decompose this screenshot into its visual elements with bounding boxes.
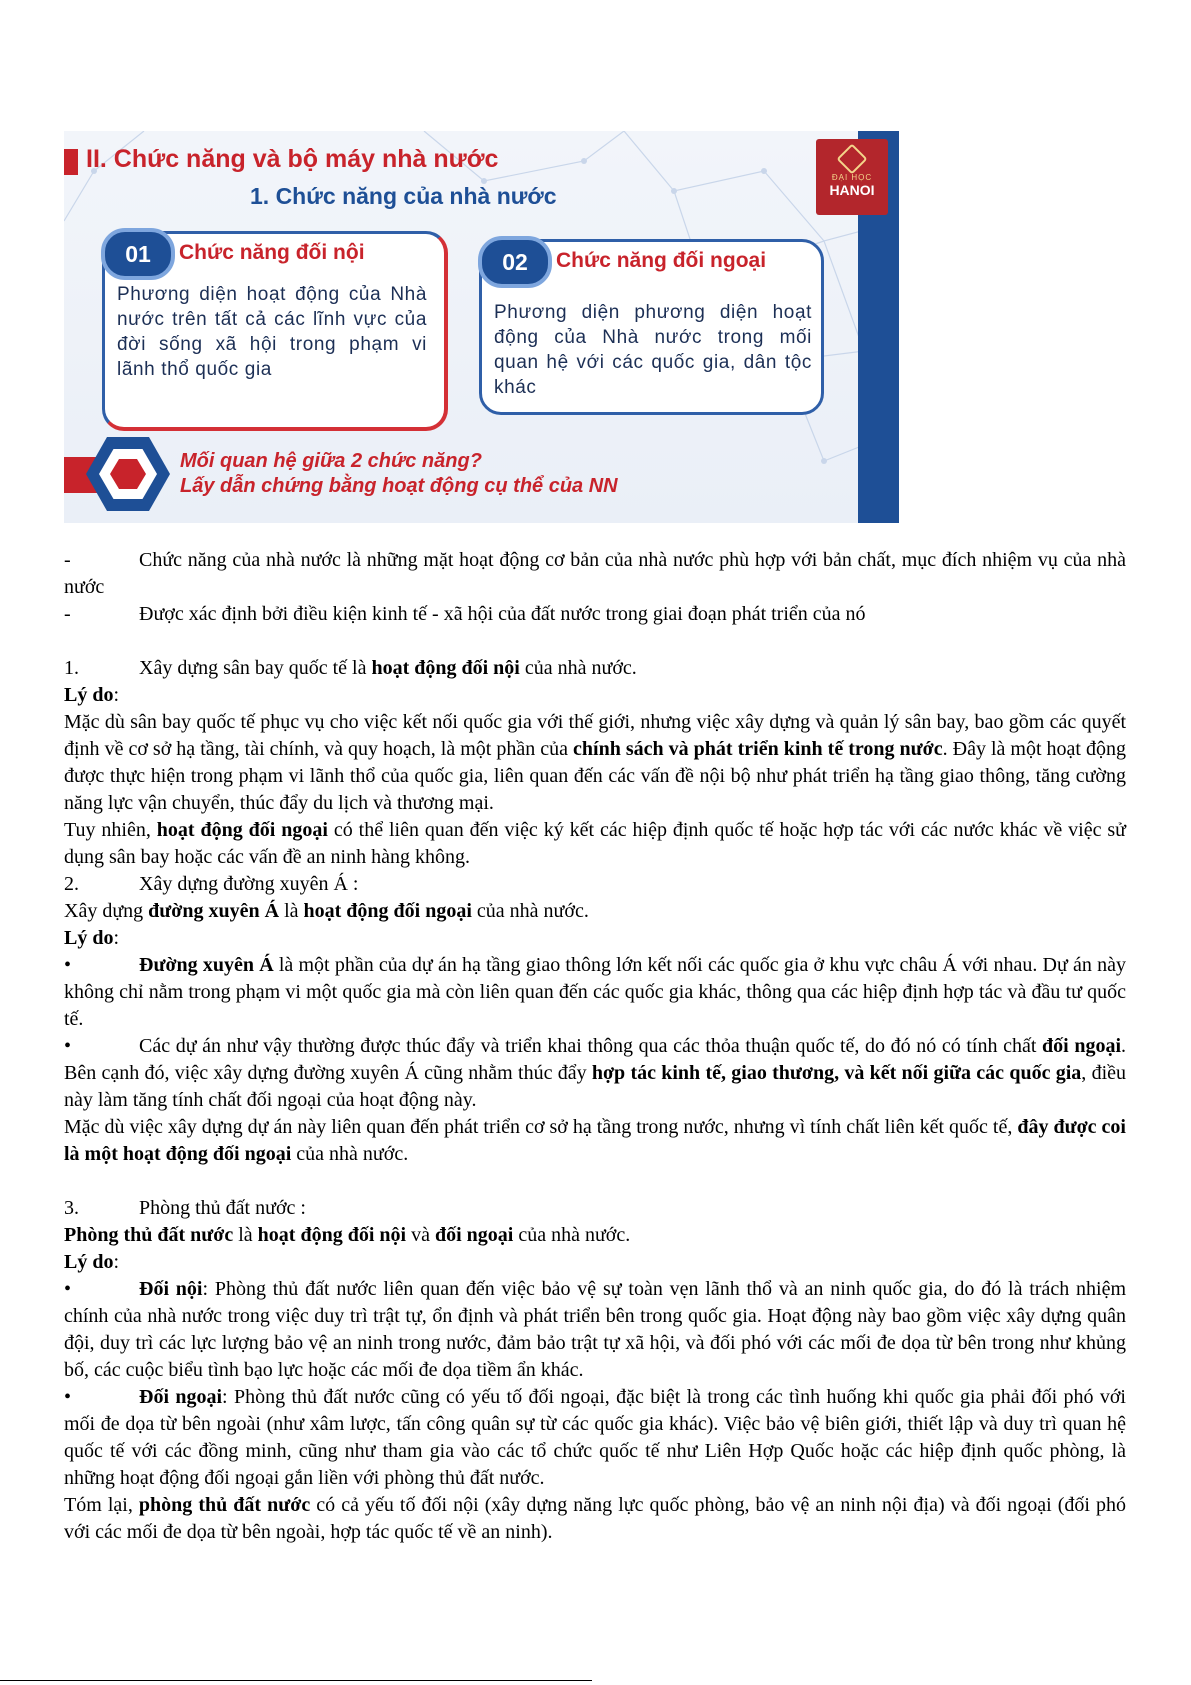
section-number: 2. (64, 873, 79, 895)
section-2-bullet-2: • Các dự án như vậy thường được thúc đẩy và triển khai thông qua các thỏa thuận quốc tế, do đó nó có tính chất đối ngoại. Bên cạnh đó, việc xây dựng đường xuyên Á cũng nhằm thúc đẩy hợp tác kinh tế, giao thương, và kết nối giữa các quốc gia, điều này làm tăng tính chất đối ngoại của hoạt động này. (64, 1035, 1127, 1111)
slide-image (64, 131, 899, 523)
question-line-2: Lấy dẫn chứng bằng hoạt động cụ thể của NN (180, 475, 618, 497)
dash-marker: - (64, 549, 71, 571)
section-title-marker (64, 149, 78, 175)
section-number: 1. (64, 657, 79, 679)
section-1-paragraph-2: Tuy nhiên, hoạt động đối ngoại có thể liên quan đến việc ký kết các hiệp định quốc tế hoặc hợp tác với các nước khác về việc sử dụng sân bay hoặc các vấn đề an ninh hàng không. (64, 819, 1126, 868)
bullet-marker: • (64, 954, 72, 976)
section-2-conclusion: Mặc dù việc xây dựng dự án này liên quan đến phát triển cơ sở hạ tầng trong nước, nhưng vì tính chất liên kết quốc tế, đây được coi là một hoạt động đối ngoại của nhà nước. (64, 1116, 1126, 1165)
section-1-heading: 1. Xây dựng sân bay quốc tế là hoạt động đối nội của nhà nước. (64, 655, 1126, 682)
logo-big-text: HANOI (829, 182, 875, 198)
document-body (64, 547, 1126, 1546)
section-3-heading: 3. Phòng thủ đất nước : (64, 1195, 1126, 1222)
dash-marker: - (64, 603, 71, 625)
section-3-conclusion: Tóm lại, phòng thủ đất nước có cả yếu tố đối nội (xây dựng năng lực quốc phòng, bảo vệ an ninh nội địa) và đối ngoại (đối phó với các mối đe dọa từ bên ngoài, hợp tác quốc tế về an ninh). (64, 1494, 1127, 1543)
question-strip (64, 427, 899, 523)
section-3-intro: Phòng thủ đất nước là hoạt động đối nội và đối ngoại của nhà nước. (64, 1224, 631, 1246)
reason-label: Lý do: (64, 927, 120, 949)
card-heading: Chức năng đối ngoại (556, 249, 767, 272)
card-heading: Chức năng đối nội (179, 241, 365, 264)
bullet-marker: • (64, 1386, 72, 1408)
section-3-bullet-1: • Đối nội: Phòng thủ đất nước liên quan đến việc bảo vệ sự toàn vẹn lãnh thổ và an ninh quốc gia, do đó là trách nhiệm chính của nhà nước trong việc duy trì trật tự, ổn định và phát triển bên trong quốc gia. Hoạt động này bao gồm việc xây dựng quân đội, duy trì các lực lượng bảo vệ an ninh trong nước, đảm bảo trật tự xã hội, và đối phó với các mối đe dọa từ bên trong như khủng bố, các cuộc biểu tình bạo lực hoặc các mối đe dọa tiềm ẩn khác. (64, 1278, 1126, 1381)
section-number: 3. (64, 1197, 79, 1219)
card-number: 01 (101, 228, 175, 280)
bullet-marker: • (64, 1035, 72, 1057)
emblem-icon (836, 143, 867, 174)
footnote-separator (0, 1680, 592, 1681)
section-3-bullet-2: • Đối ngoại: Phòng thủ đất nước cũng có yếu tố đối ngoại, đặc biệt là trong các tình huống khi quốc gia phải đối phó với mối đe dọa từ bên ngoài (như xâm lược, tấn công quân sự từ các quốc gia khác). Việc bảo vệ biên giới, thiết lập và duy trì quan hệ quốc tế với các đồng minh, cũng như tham gia vào các tổ chức quốc tế như Liên Hợp Quốc hoặc các hiệp định quốc phòng, là những hoạt động đối ngoại gắn liền với phòng thủ đất nước. (64, 1386, 1126, 1489)
section-2-heading: 2. Xây dựng đường xuyên Á : (64, 871, 1126, 898)
slide-subtitle: 1. Chức năng của nhà nước (250, 183, 557, 209)
card-body: Phương diện phương diện hoạt động của Nhà nước trong mối quan hệ với các quốc gia, dân tộc khác (494, 302, 812, 398)
card-internal-function (102, 231, 448, 431)
card-number: 02 (478, 236, 552, 288)
section-1-paragraph-1: Mặc dù sân bay quốc tế phục vụ cho việc kết nối quốc gia với thế giới, nhưng việc xây dựng và quản lý sân bay, bao gồm các quyết định về cơ sở hạ tầng, tài chính, và quy hoạch, là một phần của chính sách và phát triển kinh tế trong nước. Đây là một hoạt động được thực hiện trong phạm vi lãnh thổ của quốc gia, liên quan đến các vấn đề nội bộ như phát triển hạ tầng giao thông, tăng cường năng lực vận chuyển, thúc đẩy du lịch và thương mại. (64, 711, 1126, 814)
definition-1: - Chức năng của nhà nước là những mặt hoạt động cơ bản của nhà nước phù hợp với bản chất, mục đích nhiệm vụ của nhà nước (64, 549, 1126, 598)
bullet-marker: • (64, 1278, 72, 1300)
question-line-1: Mối quan hệ giữa 2 chức năng? (180, 450, 482, 472)
definition-2: - Được xác định bởi điều kiện kinh tế - xã hội của đất nước trong giai đoạn phát triển của nó (64, 601, 1126, 628)
card-external-function (479, 239, 824, 415)
reason-label: Lý do: (64, 1251, 120, 1273)
section-2-bullet-1: • Đường xuyên Á là một phần của dự án hạ tầng giao thông lớn kết nối các quốc gia ở khu vực châu Á với nhau. Dự án này không chỉ nằm trong phạm vi một quốc gia mà còn liên quan đến các quốc gia khác, thông qua các hiệp định hợp tác và đầu tư quốc tế. (64, 954, 1126, 1030)
section-2-intro: Xây dựng đường xuyên Á là hoạt động đối ngoại của nhà nước. (64, 900, 589, 922)
section-title: II. Chức năng và bộ máy nhà nước (86, 145, 499, 173)
logo-small-text: ĐẠI HỌC (831, 173, 873, 182)
university-logo (816, 139, 888, 215)
reason-label: Lý do: (64, 684, 120, 706)
card-body: Phương diện hoạt động của Nhà nước trên tất cả các lĩnh vực của đời sống xã hội trong phạm vi lãnh thổ quốc gia (117, 284, 427, 380)
